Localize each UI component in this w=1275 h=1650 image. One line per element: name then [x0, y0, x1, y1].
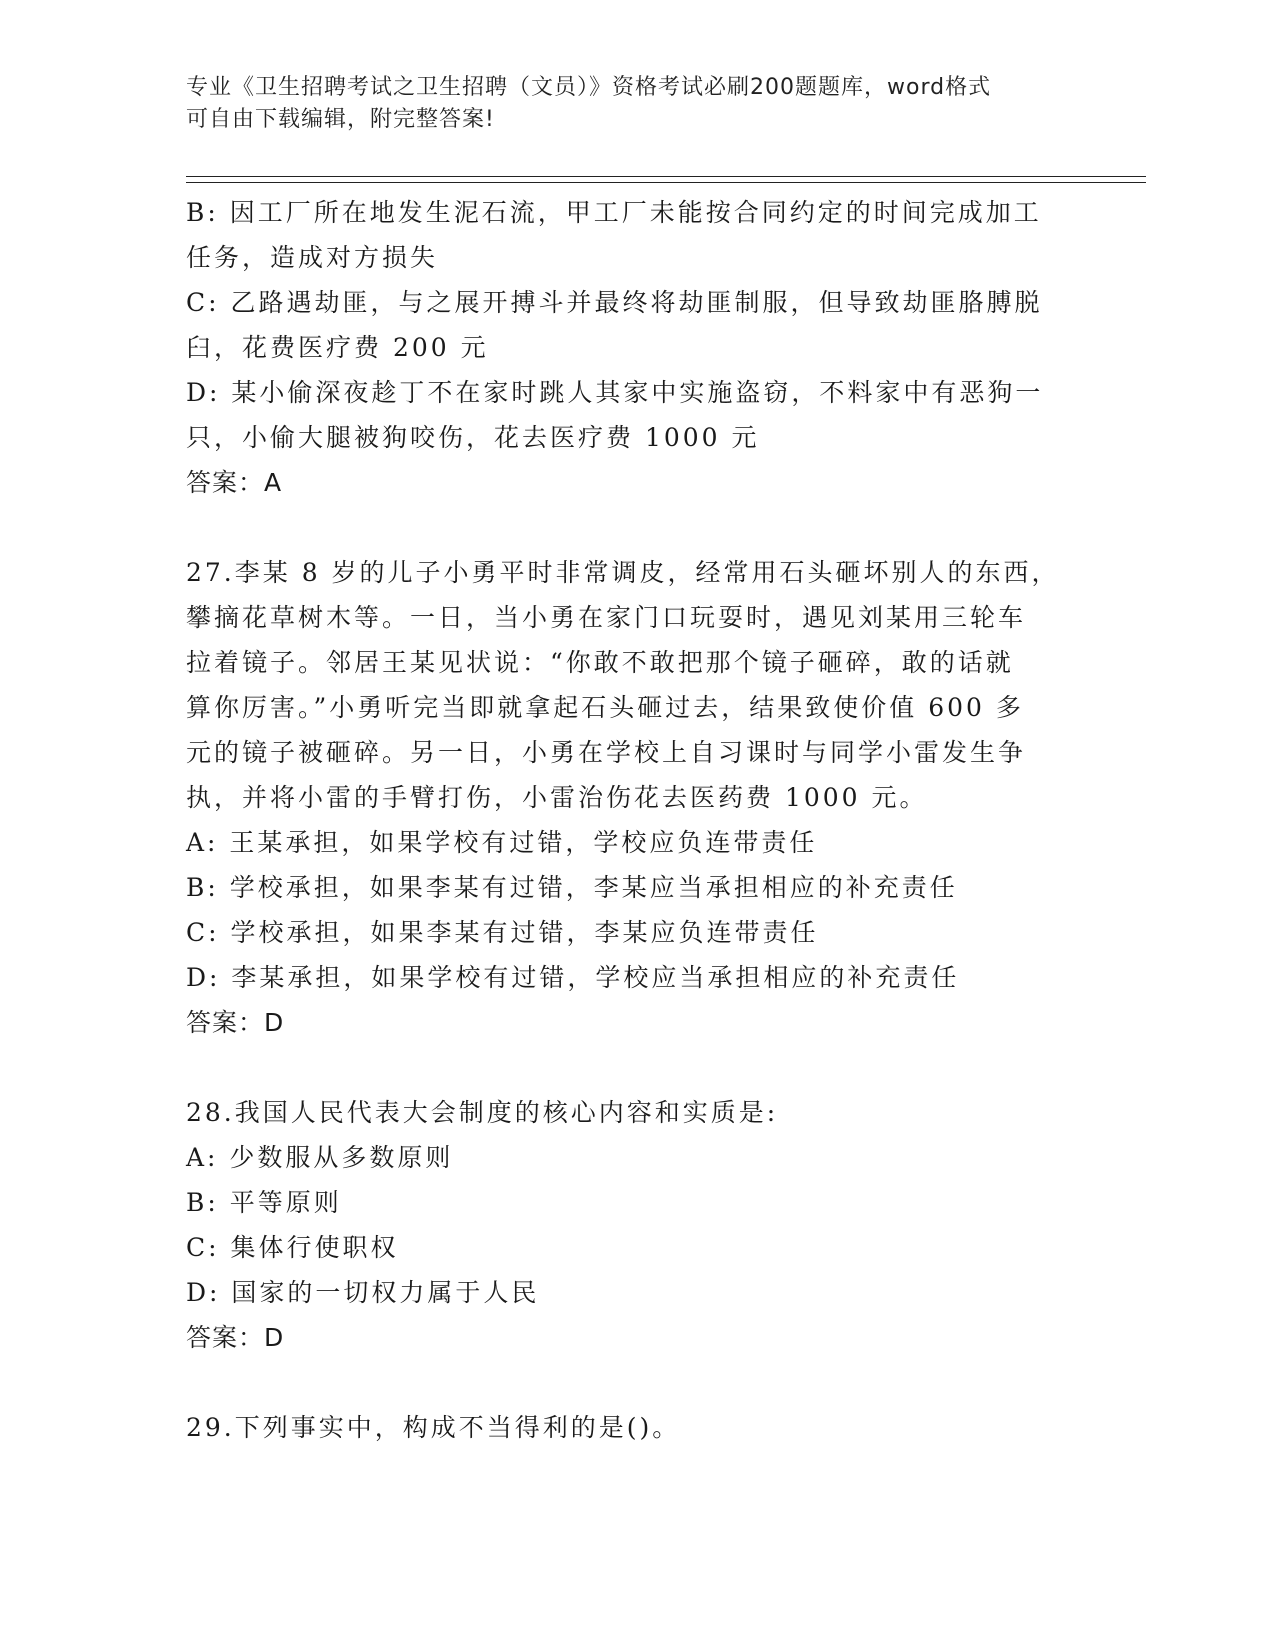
q27-stem-line-5: 元的镜子被砸碎。另一日，小勇在学校上自习课时与同学小雷发生争: [186, 738, 1027, 767]
question-28: [186, 1090, 1086, 1360]
q26-option-d-line-1: D: 某小偷深夜趁丁不在家时跳人其家中实施盗窃，不料家中有恶狗一: [186, 378, 1044, 407]
q26-option-d-line-2: 只，小偷大腿被狗咬伤，花去医疗费 1000 元: [186, 423, 760, 452]
q26-option-b-line-1: B: 因工厂所在地发生泥石流，甲工厂未能按合同约定的时间完成加工: [186, 198, 1042, 227]
q26-option-b-line-2: 任务，造成对方损失: [186, 243, 439, 272]
q26-option-c-line-2: 臼，花费医疗费 200 元: [186, 333, 489, 362]
question-27: [186, 550, 1086, 1045]
question-26-continued: [186, 190, 1086, 505]
q28-answer: 答案：D: [186, 1323, 285, 1352]
q28-option-d: D: 国家的一切权力属于人民: [186, 1278, 540, 1307]
q27-stem-line-2: 攀摘花草树木等。一日，当小勇在家门口玩耍时，遇见刘某用三轮车: [186, 603, 1027, 632]
q27-option-b: B: 学校承担，如果李某有过错，李某应当承担相应的补充责任: [186, 873, 958, 902]
question-29: [186, 1405, 1086, 1450]
q27-stem-line-4: 算你厉害。”小勇听完当即就拿起石头砸过去，结果致使价值 600 多: [186, 693, 1024, 722]
q28-option-a: A: 少数服从多数原则: [186, 1143, 454, 1172]
q29-stem: 29.下列事实中，构成不当得利的是()。: [186, 1413, 681, 1442]
header-title-line-1: 专业《卫生招聘考试之卫生招聘（文员）》资格考试必刷200题题库，word格式: [186, 75, 992, 100]
q27-stem-line-3: 拉着镜子。邻居王某见状说：“你敢不敢把那个镜子砸碎，敢的话就: [186, 648, 1014, 677]
q27-option-d: D: 李某承担，如果学校有过错，学校应当承担相应的补充责任: [186, 963, 960, 992]
spacer: [186, 1045, 1086, 1090]
q28-option-b: B: 平等原则: [186, 1188, 342, 1217]
q27-answer: 答案：D: [186, 1008, 285, 1037]
q27-stem-line-1: 27.李某 8 岁的儿子小勇平时非常调皮，经常用石头砸坏别人的东西，: [186, 558, 1060, 587]
q27-stem-line-6: 执，并将小雷的手臂打伤，小雷治伤花去医药费 1000 元。: [186, 783, 928, 812]
q28-stem: 28.我国人民代表大会制度的核心内容和实质是:: [186, 1098, 779, 1127]
q26-answer: 答案：A: [186, 468, 283, 497]
header-title-line-2: 可自由下载编辑，附完整答案!: [186, 107, 495, 132]
page-header: [186, 72, 1086, 136]
header-divider: [186, 176, 1146, 183]
q26-option-c-line-1: C: 乙路遇劫匪，与之展开搏斗并最终将劫匪制服，但导致劫匪胳膊脱: [186, 288, 1043, 317]
q27-option-a: A: 王某承担，如果学校有过错，学校应负连带责任: [186, 828, 818, 857]
q27-option-c: C: 学校承担，如果李某有过错，李某应负连带责任: [186, 918, 819, 947]
spacer: [186, 505, 1086, 550]
document-body: [186, 190, 1086, 1450]
q28-option-c: C: 集体行使职权: [186, 1233, 399, 1262]
spacer: [186, 1360, 1086, 1405]
